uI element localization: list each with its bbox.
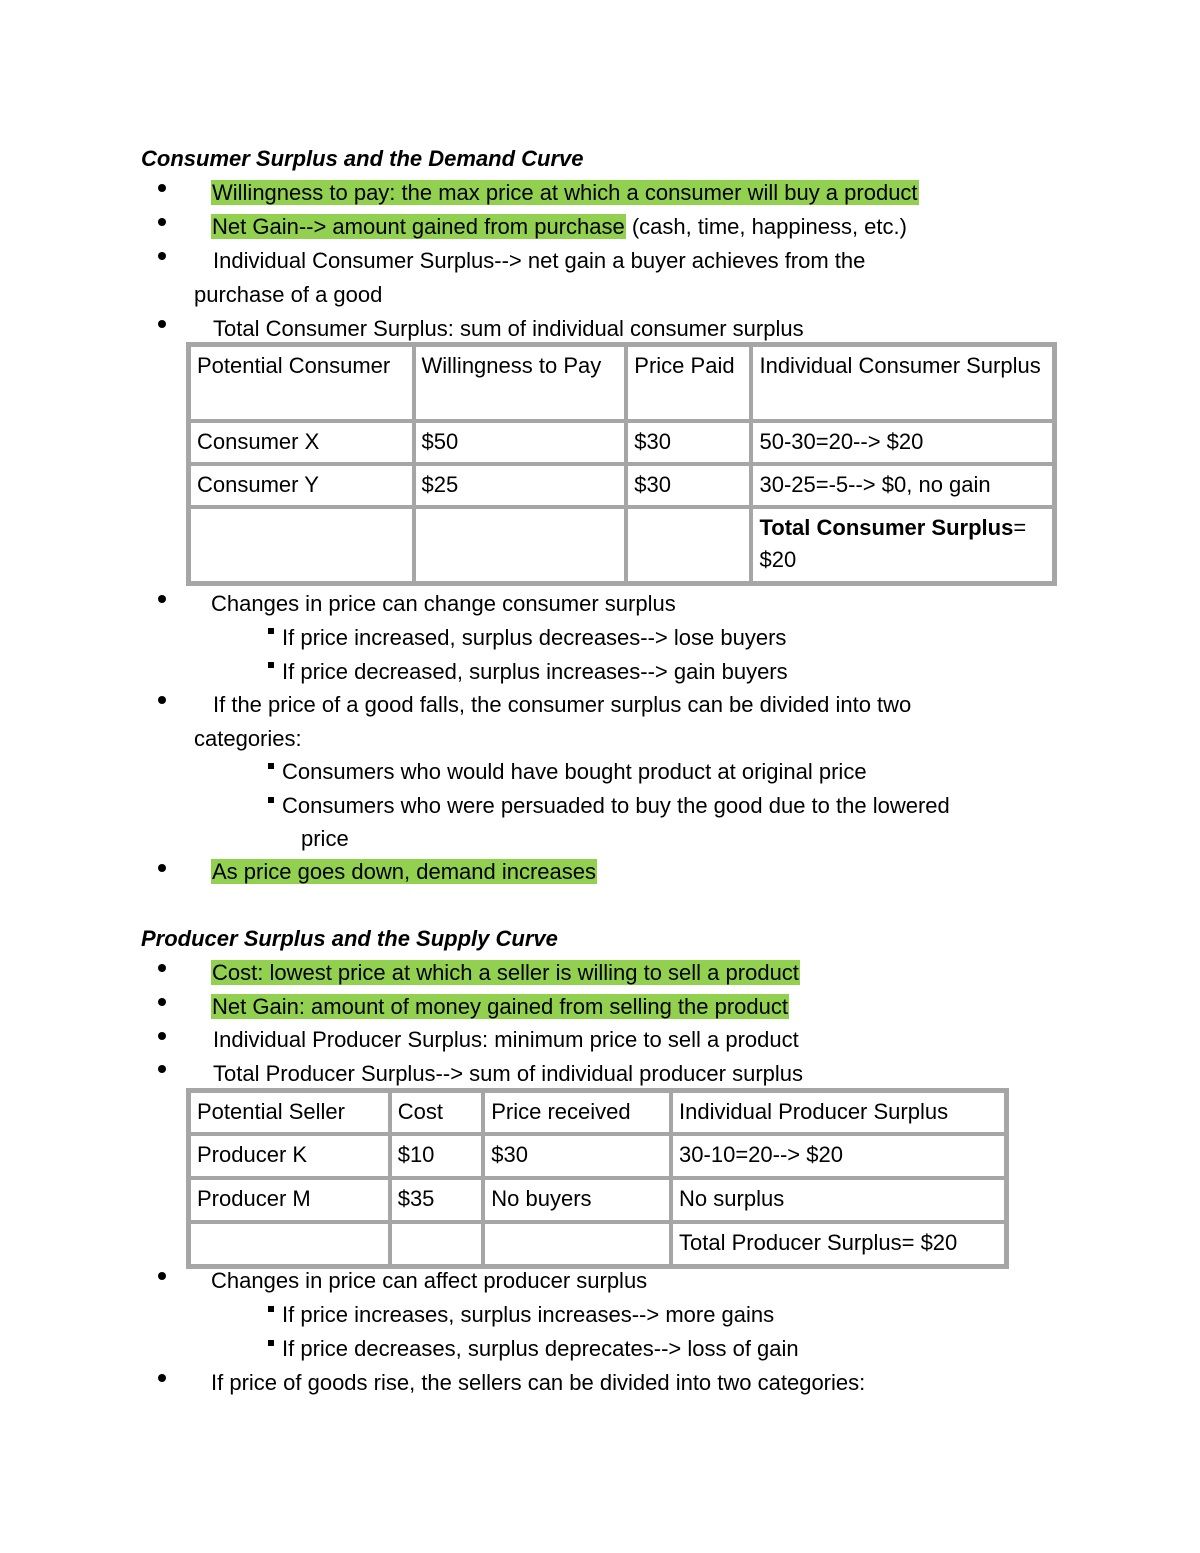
- bullet-icon: [158, 964, 166, 972]
- bullet-individual-consumer-surplus: Individual Consumer Surplus--> net gain a buyer achieves from the: [213, 248, 866, 273]
- table-cell: 50-30=20--> $20: [751, 421, 1054, 464]
- bullet-icon: [158, 595, 166, 603]
- producer-surplus-table: [186, 1088, 1009, 1269]
- bullet-producer-net-gain: Net Gain: amount of money gained from selling the product: [212, 994, 788, 1019]
- table-header-row: [189, 1091, 1006, 1134]
- table-cell-empty: [390, 1222, 484, 1266]
- bullet-changes-in-price: Changes in price can change consumer surplus: [211, 591, 676, 616]
- bullet-total-consumer-surplus: Total Consumer Surplus: sum of individual consumer surplus: [213, 316, 804, 341]
- table-row: [189, 421, 1054, 464]
- bullet-icon: [158, 864, 166, 872]
- total-consumer-surplus-value: = $20: [759, 515, 1027, 572]
- table-cell: $30: [626, 464, 751, 507]
- bullet-demand-increases: As price goes down, demand increases: [212, 859, 596, 884]
- table-cell-empty: [626, 507, 751, 583]
- bullet-price-rise: If price of goods rise, the sellers can be divided into two categories:: [211, 1370, 866, 1395]
- producer-surplus-heading: Producer Surplus and the Supply Curve: [141, 926, 558, 951]
- bullet-icon: [158, 320, 166, 328]
- table-cell: Consumer Y: [189, 464, 414, 507]
- table-header-cell: Cost: [390, 1091, 484, 1134]
- square-bullet-icon: [268, 628, 274, 634]
- bullet-icon: [158, 252, 166, 260]
- bullet-icon: [158, 184, 166, 192]
- table-cell: $30: [626, 421, 751, 464]
- sub-bullet-persuaded-cont: price: [301, 826, 349, 851]
- table-header-cell: Individual Producer Surplus: [671, 1091, 1006, 1134]
- bullet-icon: [158, 218, 166, 226]
- table-header-cell: Price Paid: [626, 345, 751, 421]
- bullet-icon: [158, 1272, 166, 1280]
- bullet-price-falls: If the price of a good falls, the consumer surplus can be divided into two: [213, 692, 912, 717]
- bullet-individual-producer-surplus: Individual Producer Surplus: minimum price to sell a product: [213, 1027, 799, 1052]
- table-cell: Producer K: [189, 1134, 390, 1178]
- table-cell-empty: [414, 507, 627, 583]
- sub-bullet-price-increased: If price increased, surplus decreases--> lose buyers: [282, 625, 787, 650]
- table-row: [189, 1178, 1006, 1222]
- table-total-cell: [751, 507, 1054, 583]
- square-bullet-icon: [268, 1340, 274, 1346]
- table-header-cell: Potential Consumer: [189, 345, 414, 421]
- bullet-changes-affect-producer: Changes in price can affect producer surplus: [211, 1268, 648, 1293]
- table-header-cell: Potential Seller: [189, 1091, 390, 1134]
- bullet-cost: Cost: lowest price at which a seller is willing to sell a product: [212, 960, 799, 985]
- consumer-surplus-heading: Consumer Surplus and the Demand Curve: [141, 146, 584, 171]
- table-cell: $50: [414, 421, 627, 464]
- table-cell: $35: [390, 1178, 484, 1222]
- square-bullet-icon: [268, 763, 274, 769]
- sub-bullet-price-decreases: If price decreases, surplus deprecates--> loss of gain: [282, 1336, 799, 1361]
- table-row: [189, 1134, 1006, 1178]
- bullet-willingness-to-pay: Willingness to pay: the max price at which a consumer will buy a product: [212, 180, 918, 205]
- table-cell: $25: [414, 464, 627, 507]
- square-bullet-icon: [268, 1306, 274, 1312]
- bullet-net-gain: Net Gain--> amount gained from purchase (cash, time, happiness, etc.): [212, 214, 907, 239]
- table-row: [189, 464, 1054, 507]
- table-header-cell: Individual Consumer Surplus: [751, 345, 1054, 421]
- table-cell: Consumer X: [189, 421, 414, 464]
- table-header-cell: Price received: [483, 1091, 671, 1134]
- bullet-icon: [158, 1065, 166, 1073]
- consumer-surplus-table: [186, 342, 1057, 586]
- table-cell: No buyers: [483, 1178, 671, 1222]
- sub-bullet-original-price: Consumers who would have bought product at original price: [282, 759, 867, 784]
- sub-bullet-price-decreased: If price decreased, surplus increases--> gain buyers: [282, 659, 788, 684]
- bullet-icon: [158, 696, 166, 704]
- table-total-cell: Total Producer Surplus= $20: [671, 1222, 1006, 1266]
- sub-bullet-price-increases: If price increases, surplus increases--> more gains: [282, 1302, 775, 1327]
- square-bullet-icon: [268, 797, 274, 803]
- square-bullet-icon: [268, 662, 274, 668]
- bullet-price-falls-cont: categories:: [194, 726, 302, 751]
- bullet-icon: [158, 1032, 166, 1040]
- bullet-icon: [158, 1374, 166, 1382]
- table-total-row: [189, 1222, 1006, 1266]
- table-cell: 30-25=-5--> $0, no gain: [751, 464, 1054, 507]
- table-cell: No surplus: [671, 1178, 1006, 1222]
- table-header-row: [189, 345, 1054, 421]
- table-cell: Producer M: [189, 1178, 390, 1222]
- table-cell: $10: [390, 1134, 484, 1178]
- table-total-row: [189, 507, 1054, 583]
- bullet-icon: [158, 998, 166, 1006]
- table-cell: $30: [483, 1134, 671, 1178]
- bullet-total-producer-surplus: Total Producer Surplus--> sum of individual producer surplus: [213, 1061, 804, 1086]
- sub-bullet-persuaded: Consumers who were persuaded to buy the good due to the lowered: [282, 793, 950, 818]
- table-cell-empty: [189, 507, 414, 583]
- table-cell: 30-10=20--> $20: [671, 1134, 1006, 1178]
- table-header-cell: Willingness to Pay: [414, 345, 627, 421]
- table-cell-empty: [483, 1222, 671, 1266]
- table-cell-empty: [189, 1222, 390, 1266]
- total-consumer-surplus-label: Total Consumer Surplus: [759, 515, 1014, 540]
- bullet-individual-consumer-surplus-cont: purchase of a good: [194, 282, 383, 307]
